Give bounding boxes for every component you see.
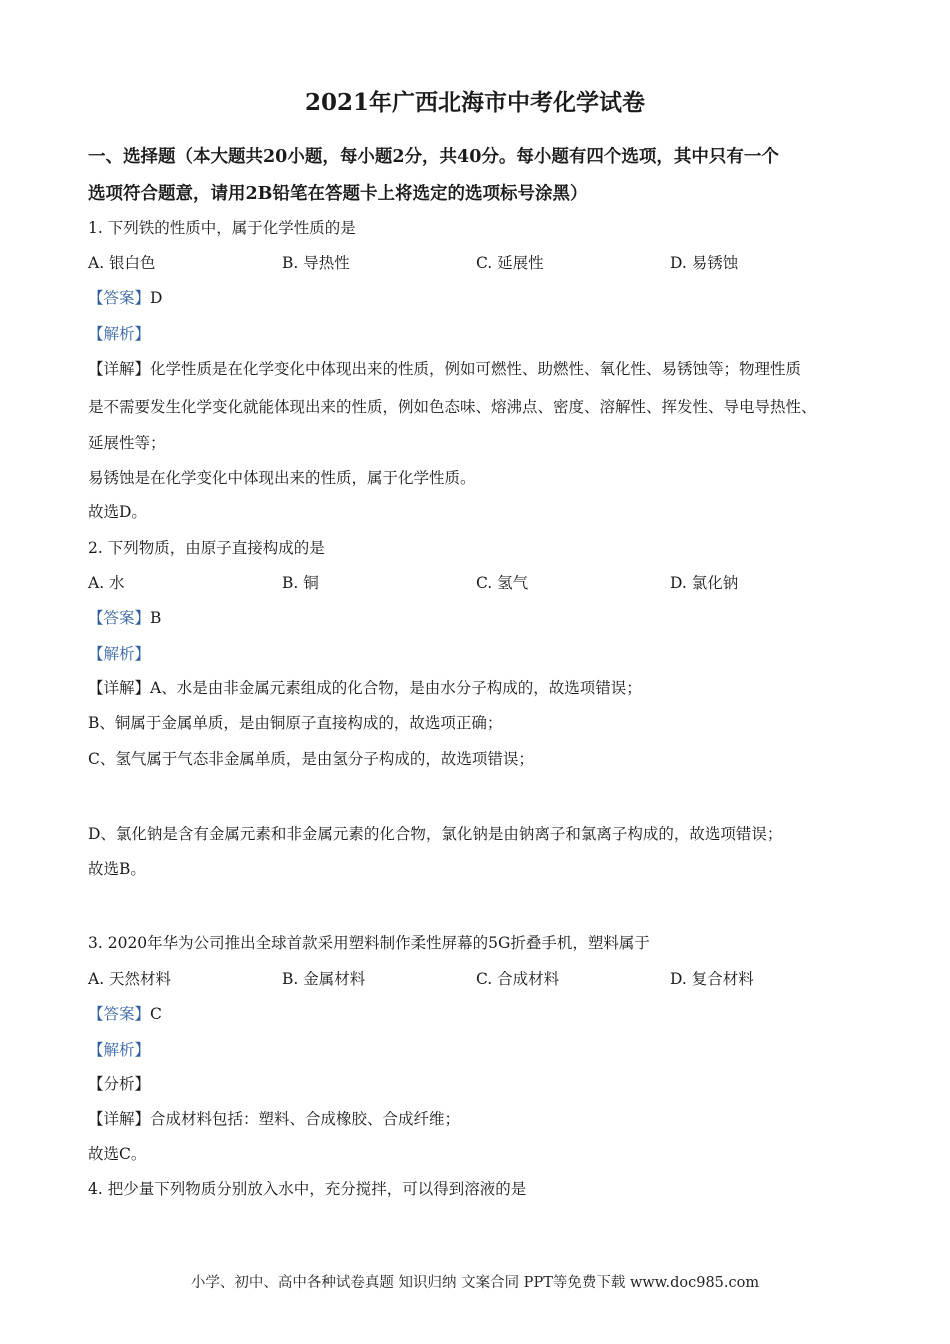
q1-option-a: A. 银白色 xyxy=(88,254,156,272)
q2-detail-line-2: B、铜属于金属单质，是由铜原子直接构成的，故选项正确； xyxy=(88,714,503,732)
q2-option-c: C. 氢气 xyxy=(476,574,529,592)
q4-stem: 4. 把少量下列物质分别放入水中，充分搅拌，可以得到溶液的是 xyxy=(88,1180,527,1198)
q2-conclusion: 故选B。 xyxy=(88,860,146,878)
q1-answer-value: D xyxy=(150,289,163,307)
q3-detail-line-1: 【详解】合成材料包括：塑料、合成橡胶、合成纤维； xyxy=(88,1110,461,1128)
section-heading-line-2: 选项符合题意，请用2B铅笔在答题卡上将选定的选项标号涂黑） xyxy=(88,184,588,204)
q2-stem: 2. 下列物质，由原子直接构成的是 xyxy=(88,539,325,557)
q3-fenxi-label: 【分析】 xyxy=(88,1075,151,1093)
answer-label: 【答案】 xyxy=(88,289,151,307)
page-footer: 小学、初中、高中各种试卷真题 知识归纳 文案合同 PPT等免费下载 www.doc985.com xyxy=(190,1275,760,1291)
q2-answer xyxy=(88,606,161,628)
q1-detail-line-2: 是不需要发生化学变化就能体现出来的性质，例如色态味、熔沸点、密度、溶解性、挥发性、导电导热性、 xyxy=(88,398,817,416)
q2-answer-value: B xyxy=(150,609,162,627)
q1-answer xyxy=(88,286,162,308)
section-heading-line-1: 一、选择题（本大题共20小题，每小题2分，共40分。每小题有四个选项，其中只有一个 xyxy=(88,147,779,167)
q3-option-b: B. 金属材料 xyxy=(282,970,366,988)
q3-stem: 3. 2020年华为公司推出全球首款采用塑料制作柔性屏幕的5G折叠手机，塑料属于 xyxy=(88,934,650,952)
q1-detail-line-4: 易锈蚀是在化学变化中体现出来的性质，属于化学性质。 xyxy=(88,469,476,487)
q3-option-c: C. 合成材料 xyxy=(476,970,560,988)
q1-stem: 1. 下列铁的性质中，属于化学性质的是 xyxy=(88,219,356,237)
q3-answer xyxy=(88,1002,162,1024)
q2-option-a: A. 水 xyxy=(88,574,125,592)
q1-analysis-label: 【解析】 xyxy=(88,325,151,343)
answer-label: 【答案】 xyxy=(88,609,151,627)
answer-label: 【答案】 xyxy=(88,1005,151,1023)
q3-answer-value: C xyxy=(150,1005,162,1023)
q2-detail-line-3: C、氢气属于气态非金属单质，是由氢分子构成的，故选项错误； xyxy=(88,750,534,768)
q3-conclusion: 故选C。 xyxy=(88,1145,147,1163)
q2-analysis-label: 【解析】 xyxy=(88,645,151,663)
page-title: 2021年广西北海市中考化学试卷 xyxy=(304,89,645,116)
q3-option-a: A. 天然材料 xyxy=(88,970,172,988)
q2-detail-line-1: 【详解】A、水是由非金属元素组成的化合物，是由水分子构成的，故选项错误； xyxy=(88,679,642,697)
q1-detail-line-1: 【详解】化学性质是在化学变化中体现出来的性质，例如可燃性、助燃性、氧化性、易锈蚀等；物理性质 xyxy=(88,360,802,378)
q3-analysis-label: 【解析】 xyxy=(88,1041,151,1059)
q2-detail-line-4: D、氯化钠是含有金属元素和非金属元素的化合物，氯化钠是由钠离子和氯离子构成的，故选项错误； xyxy=(88,825,783,843)
q1-option-c: C. 延展性 xyxy=(476,254,544,272)
q1-option-b: B. 导热性 xyxy=(282,254,350,272)
q1-option-d: D. 易锈蚀 xyxy=(670,254,739,272)
q1-conclusion: 故选D。 xyxy=(88,503,147,521)
q3-option-d: D. 复合材料 xyxy=(670,970,754,988)
q1-detail-line-3: 延展性等； xyxy=(88,434,166,452)
q2-option-d: D. 氯化钠 xyxy=(670,574,739,592)
q2-option-b: B. 铜 xyxy=(282,574,319,592)
